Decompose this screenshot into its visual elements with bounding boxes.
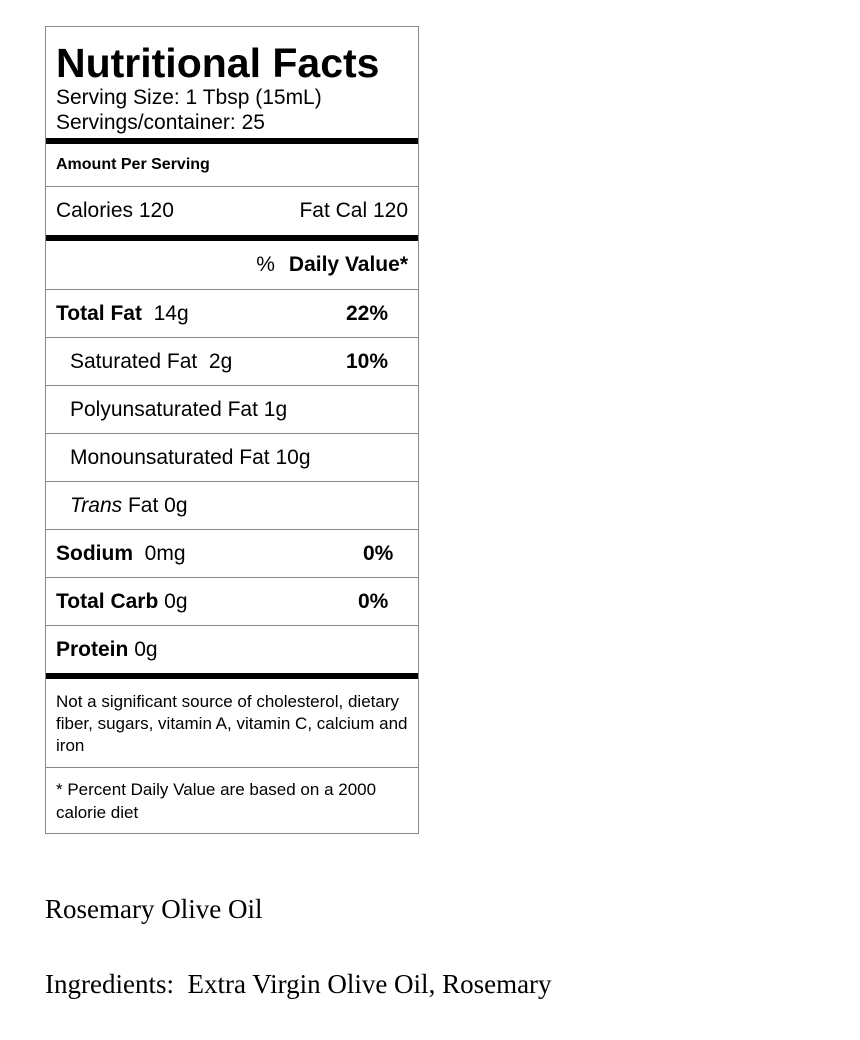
nutrient-row-trans-fat <box>46 481 418 529</box>
nutrient-amount: 0mg <box>144 541 186 565</box>
nutrient-name-italic: Trans <box>70 493 123 517</box>
nutrient-text: Monounsaturated Fat 10g <box>70 445 311 469</box>
nutrient-row-polyunsaturated-fat <box>46 385 418 433</box>
nutrient-name: Saturated Fat <box>70 349 198 373</box>
nutrient-text: Polyunsaturated Fat 1g <box>70 397 288 421</box>
nutrient-amount: 14g <box>153 301 189 325</box>
nutrient-amount: 0g <box>134 637 158 661</box>
footnote-source: Not a significant source of cholesterol, dietary fiber, sugars, vitamin A, vitamin C, calcium and iron <box>56 692 408 755</box>
nutrient-amount: 2g <box>208 349 233 373</box>
servings-per-container: Servings/container: 25 <box>56 111 265 134</box>
ingredients: Ingredients: Extra Virgin Olive Oil, Rosemary <box>45 969 552 999</box>
nutrient-row-total-carb <box>46 577 418 625</box>
nutrient-row-sodium <box>46 529 418 577</box>
nutrient-row-monounsaturated-fat <box>46 433 418 481</box>
nutrient-row-total-fat <box>46 289 418 337</box>
percent-sign: % <box>256 253 275 276</box>
nutrient-row-saturated-fat <box>46 337 418 385</box>
nutrition-facts-label <box>45 26 419 834</box>
nutrient-dv: 0% <box>363 541 394 565</box>
nutrient-row-protein <box>46 625 418 673</box>
nutrient-amount: 0g <box>164 589 188 613</box>
nutrient-dv: 10% <box>346 349 389 373</box>
nutrient-name: Total Fat <box>56 301 142 325</box>
daily-value-label: Daily Value* <box>288 253 408 276</box>
daily-value-header <box>46 241 418 289</box>
nutrient-name: Protein <box>56 637 129 661</box>
label-title: Nutritional Facts <box>56 40 380 86</box>
calories-row <box>46 186 418 235</box>
nutrient-name: Total Carb <box>56 589 159 613</box>
footnote-daily-value: * Percent Daily Value are based on a 2000 calorie diet <box>46 767 418 833</box>
nutrient-dv: 22% <box>346 301 389 325</box>
label-header <box>46 27 418 138</box>
fat-calories: Fat Cal 120 <box>299 199 408 222</box>
nutrient-dv: 0% <box>358 589 389 613</box>
calories: Calories 120 <box>56 199 174 222</box>
product-name: Rosemary Olive Oil <box>45 894 263 924</box>
serving-size: Serving Size: 1 Tbsp (15mL) <box>56 86 322 109</box>
amount-per-serving: Amount Per Serving <box>56 156 210 173</box>
nutrient-name: Sodium <box>56 541 133 565</box>
nutrient-text: Fat 0g <box>122 493 188 517</box>
